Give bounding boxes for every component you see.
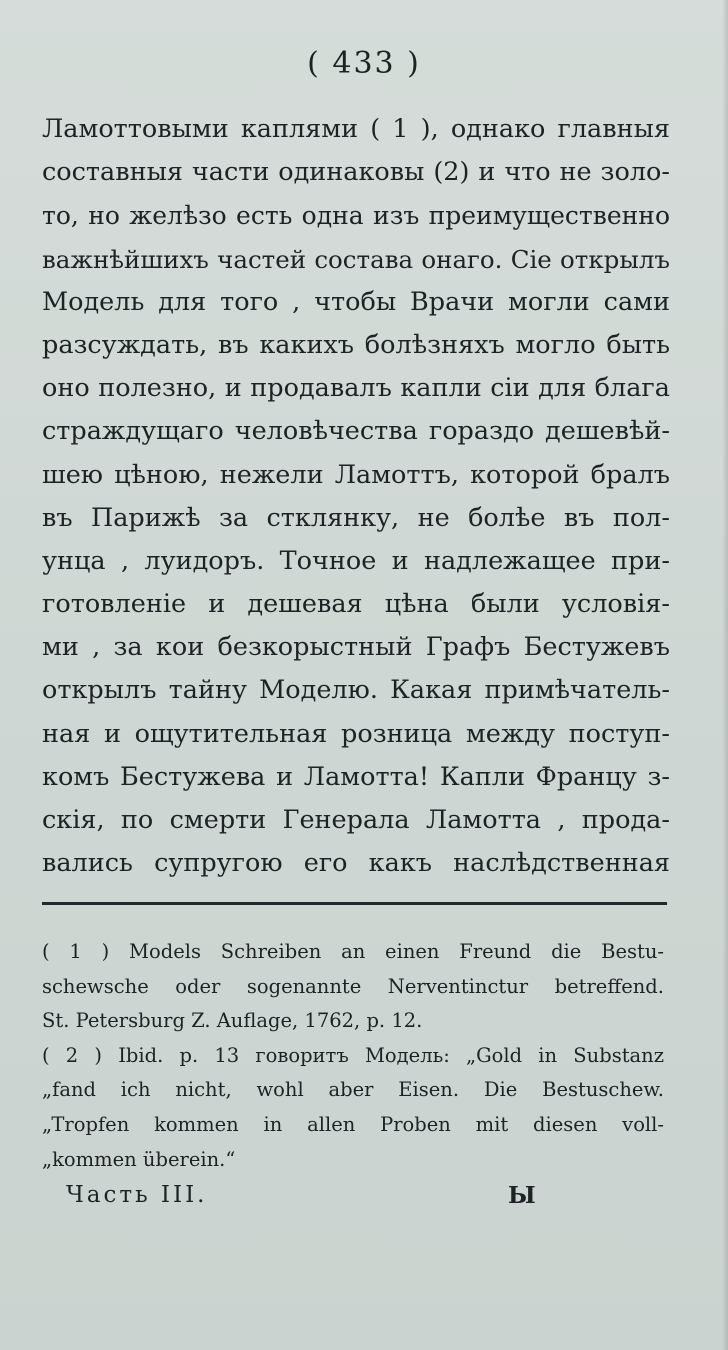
body-text xyxy=(42,108,670,885)
footnote-line: ( 2 ) Ibid. p. 13 говоритъ Модель: „Gold in Substanz xyxy=(42,1043,664,1067)
text-line: то, но желѣзо есть одна изъ преимущественно xyxy=(42,201,670,231)
printer-signature xyxy=(0,1182,728,1222)
footnotes xyxy=(42,935,664,1177)
footnote-line: ( 1 ) Models Schreiben an einen Freund die Bestu- xyxy=(42,940,664,963)
text-line: Ламоттовыми каплями ( 1 ), однако главныя xyxy=(42,114,670,144)
text-line: унца , луидоръ. Точное и надлежащее при- xyxy=(42,545,670,576)
footnote-line: „fand ich nicht, wohl aber Eisen. Die Bestuschew. xyxy=(42,1078,664,1102)
text-line: разсуждать, въ какихъ болѣзняхъ могло быть xyxy=(42,329,670,360)
text-line: Модель для того , чтобы Врачи могли сами xyxy=(42,286,670,317)
text-line: составныя части одинаковы (2) и что не золо- xyxy=(42,157,670,188)
footnote-divider xyxy=(42,902,667,905)
volume-part-label: Часть III. xyxy=(66,1182,208,1208)
text-line: въ Парижѣ за стклянку, не болѣе въ пол- xyxy=(42,502,670,533)
text-line: открылъ тайну Моделю. Какая примѣчатель- xyxy=(42,675,670,706)
text-line: ная и ощутительная розница между поступ- xyxy=(42,718,670,749)
footnote-line: „kommen überein.“ xyxy=(42,1147,236,1171)
text-line: важнѣйшихъ частей состава онаго. Сіе открылъ xyxy=(42,244,670,274)
text-line: комъ Бестужева и Ламотта! Капли Францу з- xyxy=(42,761,670,792)
footnote-line: „Tropfen kommen in allen Proben mit diesen voll- xyxy=(42,1112,664,1136)
footnote-line: schewsche oder sogenannte Nerventinctur betreffend. xyxy=(42,974,664,998)
text-line: шею цѣною, нежели Ламоттъ, которой бралъ xyxy=(42,459,670,490)
text-line: страждущаго человѣчества гораздо дешевѣй- xyxy=(42,416,670,447)
page-edge-shadow xyxy=(722,0,728,1350)
text-line: скія, по смерти Генерала Ламотта , прода- xyxy=(42,805,670,835)
text-line: ми , за кои безкорыстный Графъ Бестужевъ xyxy=(42,632,670,663)
page-number: ( 433 ) xyxy=(307,46,421,81)
signature-mark: Ы xyxy=(508,1182,536,1209)
text-line: оно полезно, и продавалъ капли сіи для блага xyxy=(42,373,670,404)
text-line: вались супругою его какъ наслѣдственная xyxy=(42,848,670,879)
footnote-line: St. Petersburg Z. Auflage, 1762, p. 12. xyxy=(42,1009,423,1033)
text-line: готовленіе и дешевая цѣна были условія- xyxy=(42,589,670,620)
